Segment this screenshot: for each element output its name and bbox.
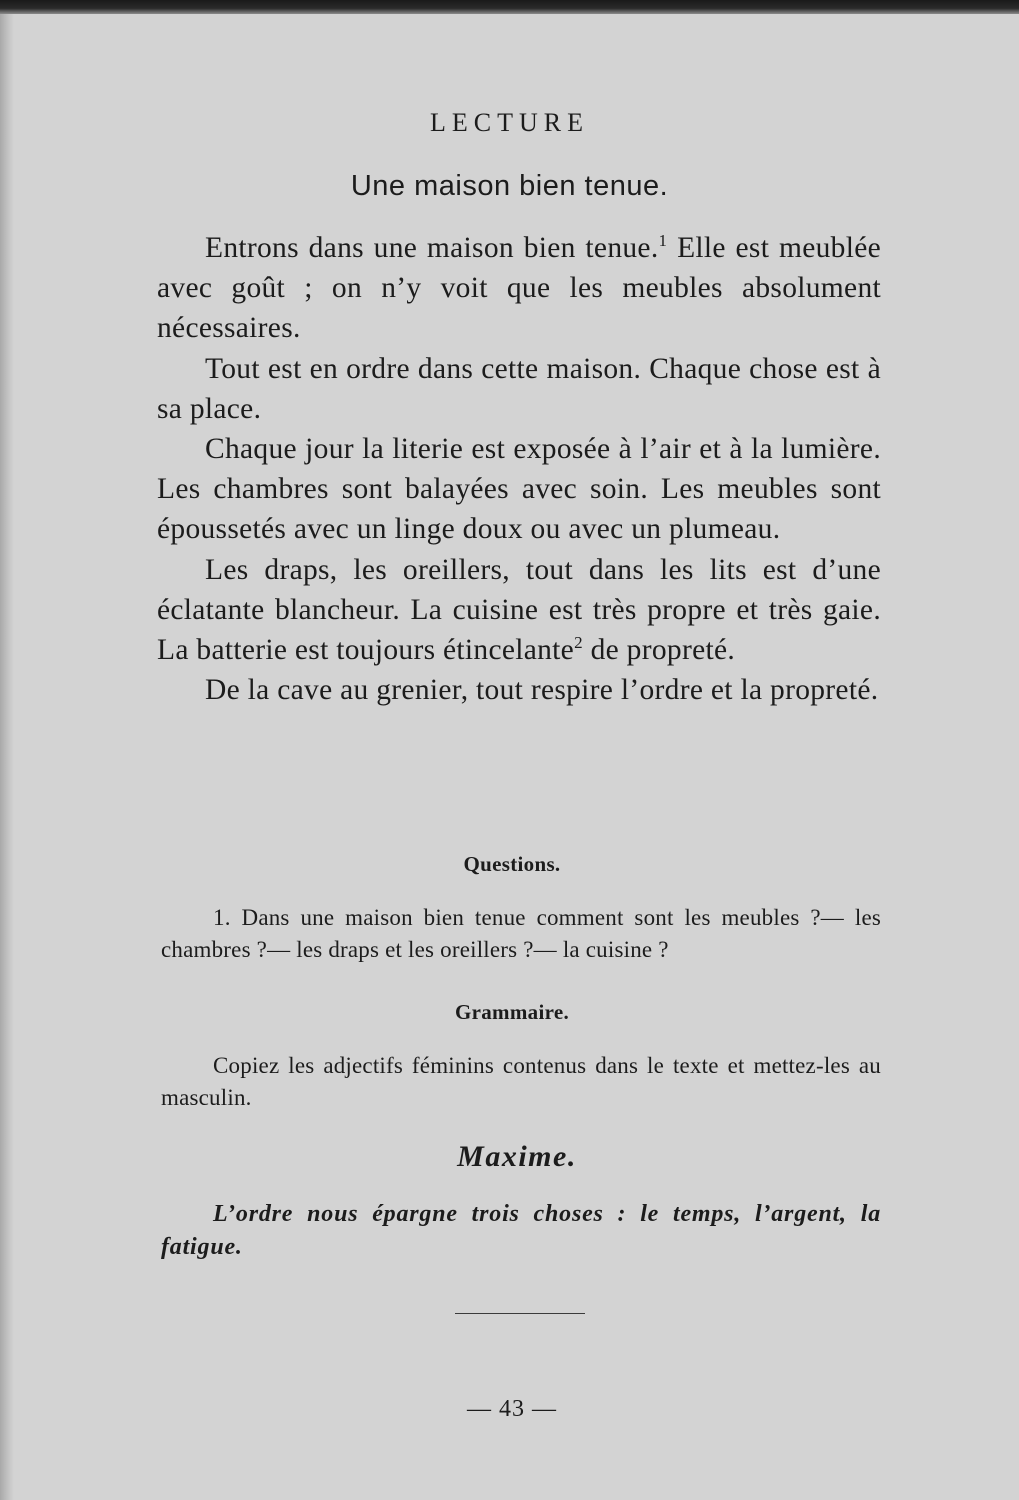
questions-heading: Questions. [463,852,561,876]
paragraph: Tout est en ordre dans cette maison. Chaque chose est à sa place. [157,352,881,425]
maxim-heading: Maxime. [457,1140,577,1173]
paragraph-text: de propreté. [582,634,736,667]
paragraph-text: Entrons dans une maison bien tenue. [205,232,659,264]
footnote-ref: 1 [658,231,668,250]
questions-text: 1. Dans une maison bien tenue comment sont les meubles ?— les chambres ?— les draps et les oreillers ?— la cuisine ? [161,905,881,962]
grammar-text: Copiez les adjectifs féminins contenus dans le texte et mettez-les au masculin. [161,1053,881,1110]
paragraph [157,550,881,671]
divider [455,1313,585,1314]
footnote-ref: 2 [574,633,583,653]
lesson-title: Une maison bien tenue. [350,170,669,202]
page-number: — 43 — [467,1396,557,1422]
paragraph: De la cave au grenier, tout respire l’ordre et la propreté. [205,674,879,707]
grammar-heading: Grammaire. [455,1000,569,1024]
paragraph [157,228,881,349]
maxim-text: L’ordre nous épargne trois choses : le temps, l’argent, la fatigue. [161,1201,881,1260]
section-title: LECTURE [430,108,589,137]
paragraph-text: Les draps, les oreillers, tout dans les lits est d’une éclatante blancheur. La cuisine est très propre et très gaie. La batterie est toujours étincelante [157,553,881,667]
paragraph-text: Elle est meublée avec goût ; on n’y voit que les meubles absolument nécessaires. [157,232,881,345]
paragraph: Chaque jour la literie est exposée à l’air et à la lumière. Les chambres sont balayées avec soin. Les meubles sont époussetés avec un linge doux ou avec un plumeau. [157,433,881,546]
reading-text [157,228,881,710]
